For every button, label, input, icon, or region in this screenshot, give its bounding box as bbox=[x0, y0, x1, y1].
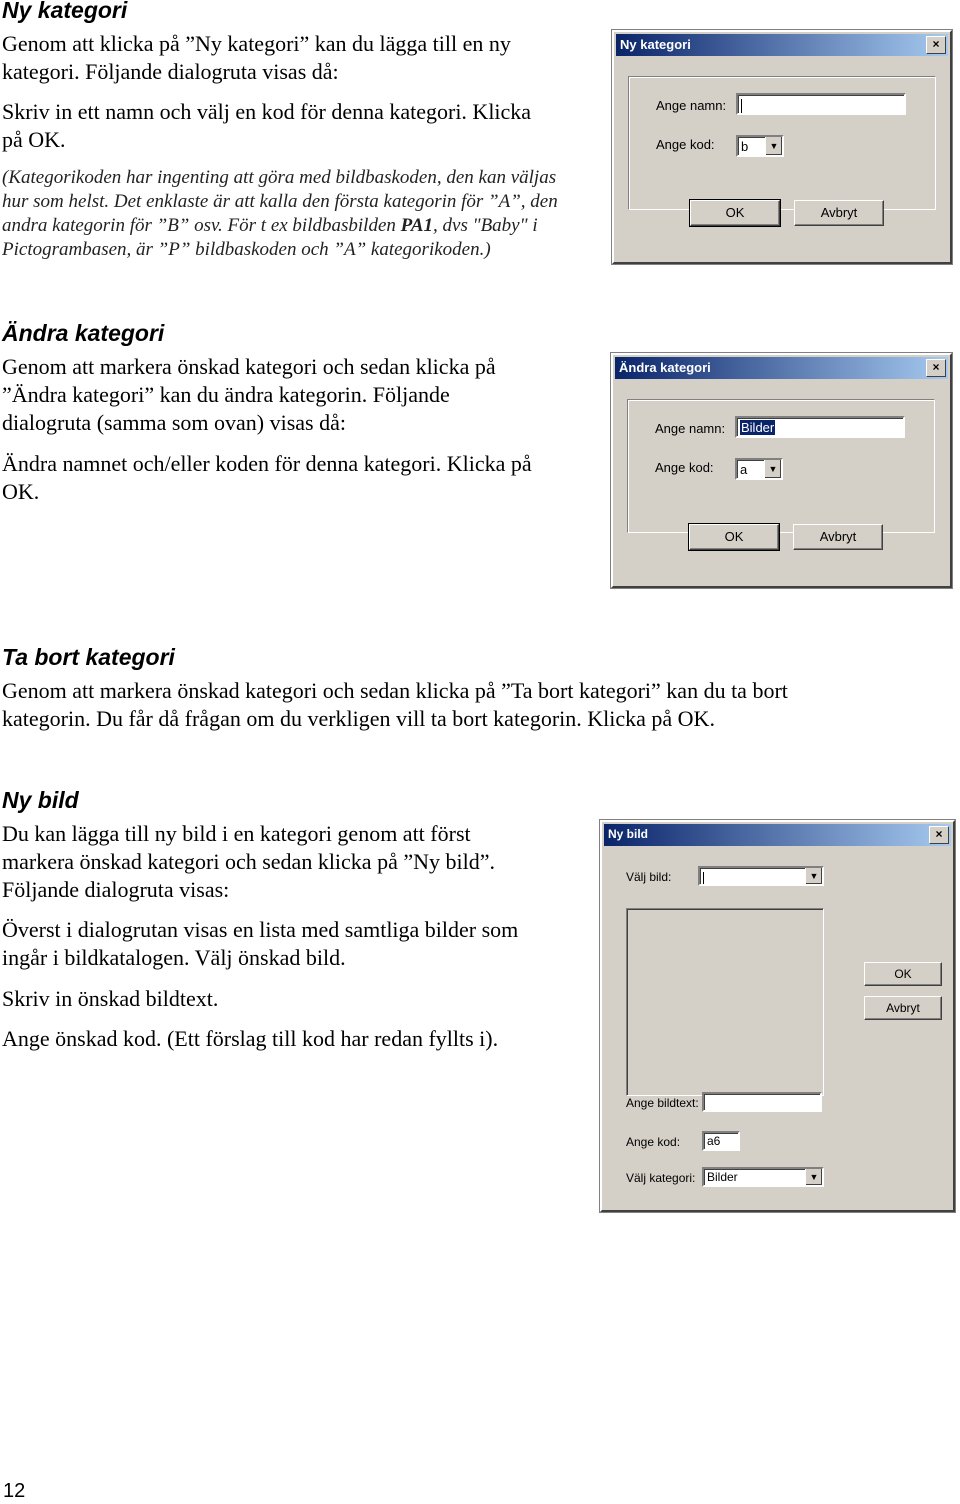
text-line: hur som helst. Det enklaste är att kalla den första kategorin för ”A”, den bbox=[2, 191, 558, 212]
text-line: Genom att markera önskad kategori och sedan klicka på bbox=[2, 354, 496, 379]
text-line: kategori. Följande dialogruta visas då: bbox=[2, 59, 339, 84]
dialog-title: Ny kategori bbox=[620, 37, 691, 52]
text-line: Skriv in ett namn och välj en kod för denna kategori. Klicka bbox=[2, 99, 532, 124]
close-icon[interactable]: × bbox=[926, 359, 946, 377]
name-label: Ange namn: bbox=[655, 421, 726, 436]
close-icon[interactable]: × bbox=[929, 826, 949, 844]
ny-bild-paragraph-4: Ange önskad kod. (Ett förslag till kod har redan fyllts i). bbox=[2, 1026, 499, 1051]
text-line: Genom att klicka på ”Ny kategori” kan du lägga till en ny bbox=[2, 31, 511, 56]
text-caret bbox=[703, 872, 704, 886]
code-value: a bbox=[740, 462, 748, 477]
ny-bild-paragraph-3: Skriv in önskad bildtext. bbox=[2, 986, 219, 1011]
image-code: PA1 bbox=[400, 215, 434, 236]
dialog-andra-kategori bbox=[611, 353, 952, 588]
chevron-down-icon[interactable]: ▼ bbox=[805, 868, 822, 884]
category-value: Bilder bbox=[707, 1170, 738, 1184]
code-select[interactable] bbox=[735, 458, 783, 480]
name-input[interactable] bbox=[736, 93, 906, 115]
titlebar bbox=[616, 34, 948, 56]
caption-input[interactable] bbox=[702, 1092, 822, 1112]
code-select[interactable] bbox=[736, 135, 784, 157]
code-label: Ange kod: bbox=[626, 1135, 681, 1149]
dialog-title: Ändra kategori bbox=[619, 360, 711, 375]
heading-andra-kategori: Ändra kategori bbox=[2, 320, 165, 346]
andra-kategori-paragraph-2 bbox=[2, 450, 602, 506]
text-line: ingår i bildkatalogen. Välj önskad bild. bbox=[2, 945, 346, 970]
text-line: Överst i dialogrutan visas en lista med samtliga bilder som bbox=[2, 917, 519, 942]
text-line: Du kan lägga till ny bild i en kategori genom att först bbox=[2, 821, 471, 846]
text-caret bbox=[741, 99, 742, 113]
ok-button[interactable]: OK bbox=[690, 200, 780, 226]
text-line: markera önskad kategori och sedan klicka på ”Ny bild”. bbox=[2, 849, 495, 874]
chevron-down-icon[interactable]: ▼ bbox=[765, 137, 782, 155]
pick-image-label: Välj bild: bbox=[626, 870, 672, 884]
text-fragment: , dvs "Baby" i bbox=[433, 215, 538, 236]
dialog-ny-kategori bbox=[612, 30, 952, 264]
ta-bort-kategori-paragraph bbox=[2, 677, 952, 733]
ok-button[interactable]: OK bbox=[689, 524, 779, 550]
text-line: på OK. bbox=[2, 127, 66, 152]
dialog-title: Ny bild bbox=[608, 827, 649, 841]
ny-bild-paragraph-1 bbox=[2, 820, 592, 904]
ny-kategori-note bbox=[2, 166, 607, 262]
text-line: Pictogrambasen, är ”P” bildbaskoden och ”A” kategorikoden.) bbox=[2, 239, 491, 260]
cancel-button[interactable]: Avbryt bbox=[794, 200, 884, 226]
image-preview-area bbox=[626, 908, 824, 1096]
text-line: (Kategorikoden har ingenting att göra med bildbaskoden, den kan väljas bbox=[2, 167, 557, 188]
category-label: Välj kategori: bbox=[626, 1171, 696, 1185]
category-select[interactable] bbox=[702, 1167, 824, 1187]
heading-ny-kategori: Ny kategori bbox=[2, 0, 128, 23]
name-input[interactable] bbox=[735, 416, 905, 438]
chevron-down-icon[interactable]: ▼ bbox=[805, 1169, 822, 1185]
name-label: Ange namn: bbox=[656, 98, 727, 113]
dialog-ny-bild bbox=[600, 820, 955, 1212]
text-line: Ändra namnet och/eller koden för denna kategori. Klicka på bbox=[2, 451, 532, 476]
chevron-down-icon[interactable]: ▼ bbox=[764, 460, 781, 478]
caption-label: Ange bildtext: bbox=[626, 1096, 699, 1110]
text-line: ”Ändra kategori” kan du ändra kategorin. Följande bbox=[2, 382, 450, 407]
text-line: dialogruta (samma som ovan) visas då: bbox=[2, 410, 346, 435]
text-fragment: andra kategorin för ”B” osv. För t ex bildbasbilden bbox=[2, 215, 401, 236]
titlebar bbox=[615, 357, 948, 379]
code-label: Ange kod: bbox=[655, 460, 714, 475]
close-icon[interactable]: × bbox=[926, 36, 946, 54]
cancel-button[interactable]: Avbryt bbox=[864, 996, 942, 1020]
ny-kategori-paragraph-1 bbox=[2, 30, 602, 86]
name-value-selected: Bilder bbox=[741, 420, 775, 435]
ny-bild-paragraph-2 bbox=[2, 916, 592, 972]
text-line: Genom att markera önskad kategori och sedan klicka på ”Ta bort kategori” kan du ta bort bbox=[2, 678, 788, 703]
text-line: OK. bbox=[2, 479, 40, 504]
andra-kategori-paragraph-1 bbox=[2, 353, 602, 437]
pick-image-select[interactable] bbox=[698, 866, 824, 886]
page-number: 12 bbox=[3, 1480, 26, 1502]
heading-ny-bild: Ny bild bbox=[2, 787, 79, 813]
code-label: Ange kod: bbox=[656, 137, 715, 152]
titlebar bbox=[604, 824, 951, 846]
ok-button[interactable]: OK bbox=[864, 962, 942, 986]
cancel-button[interactable]: Avbryt bbox=[793, 524, 883, 550]
text-line: Följande dialogruta visas: bbox=[2, 877, 230, 902]
ny-kategori-paragraph-2 bbox=[2, 98, 602, 154]
text-line bbox=[2, 214, 607, 238]
text-line: kategorin. Du får då frågan om du verkligen vill ta bort kategorin. Klicka på OK. bbox=[2, 706, 715, 731]
code-value: b bbox=[741, 139, 749, 154]
heading-ta-bort-kategori: Ta bort kategori bbox=[2, 644, 175, 670]
code-input[interactable]: a6 bbox=[702, 1131, 740, 1151]
